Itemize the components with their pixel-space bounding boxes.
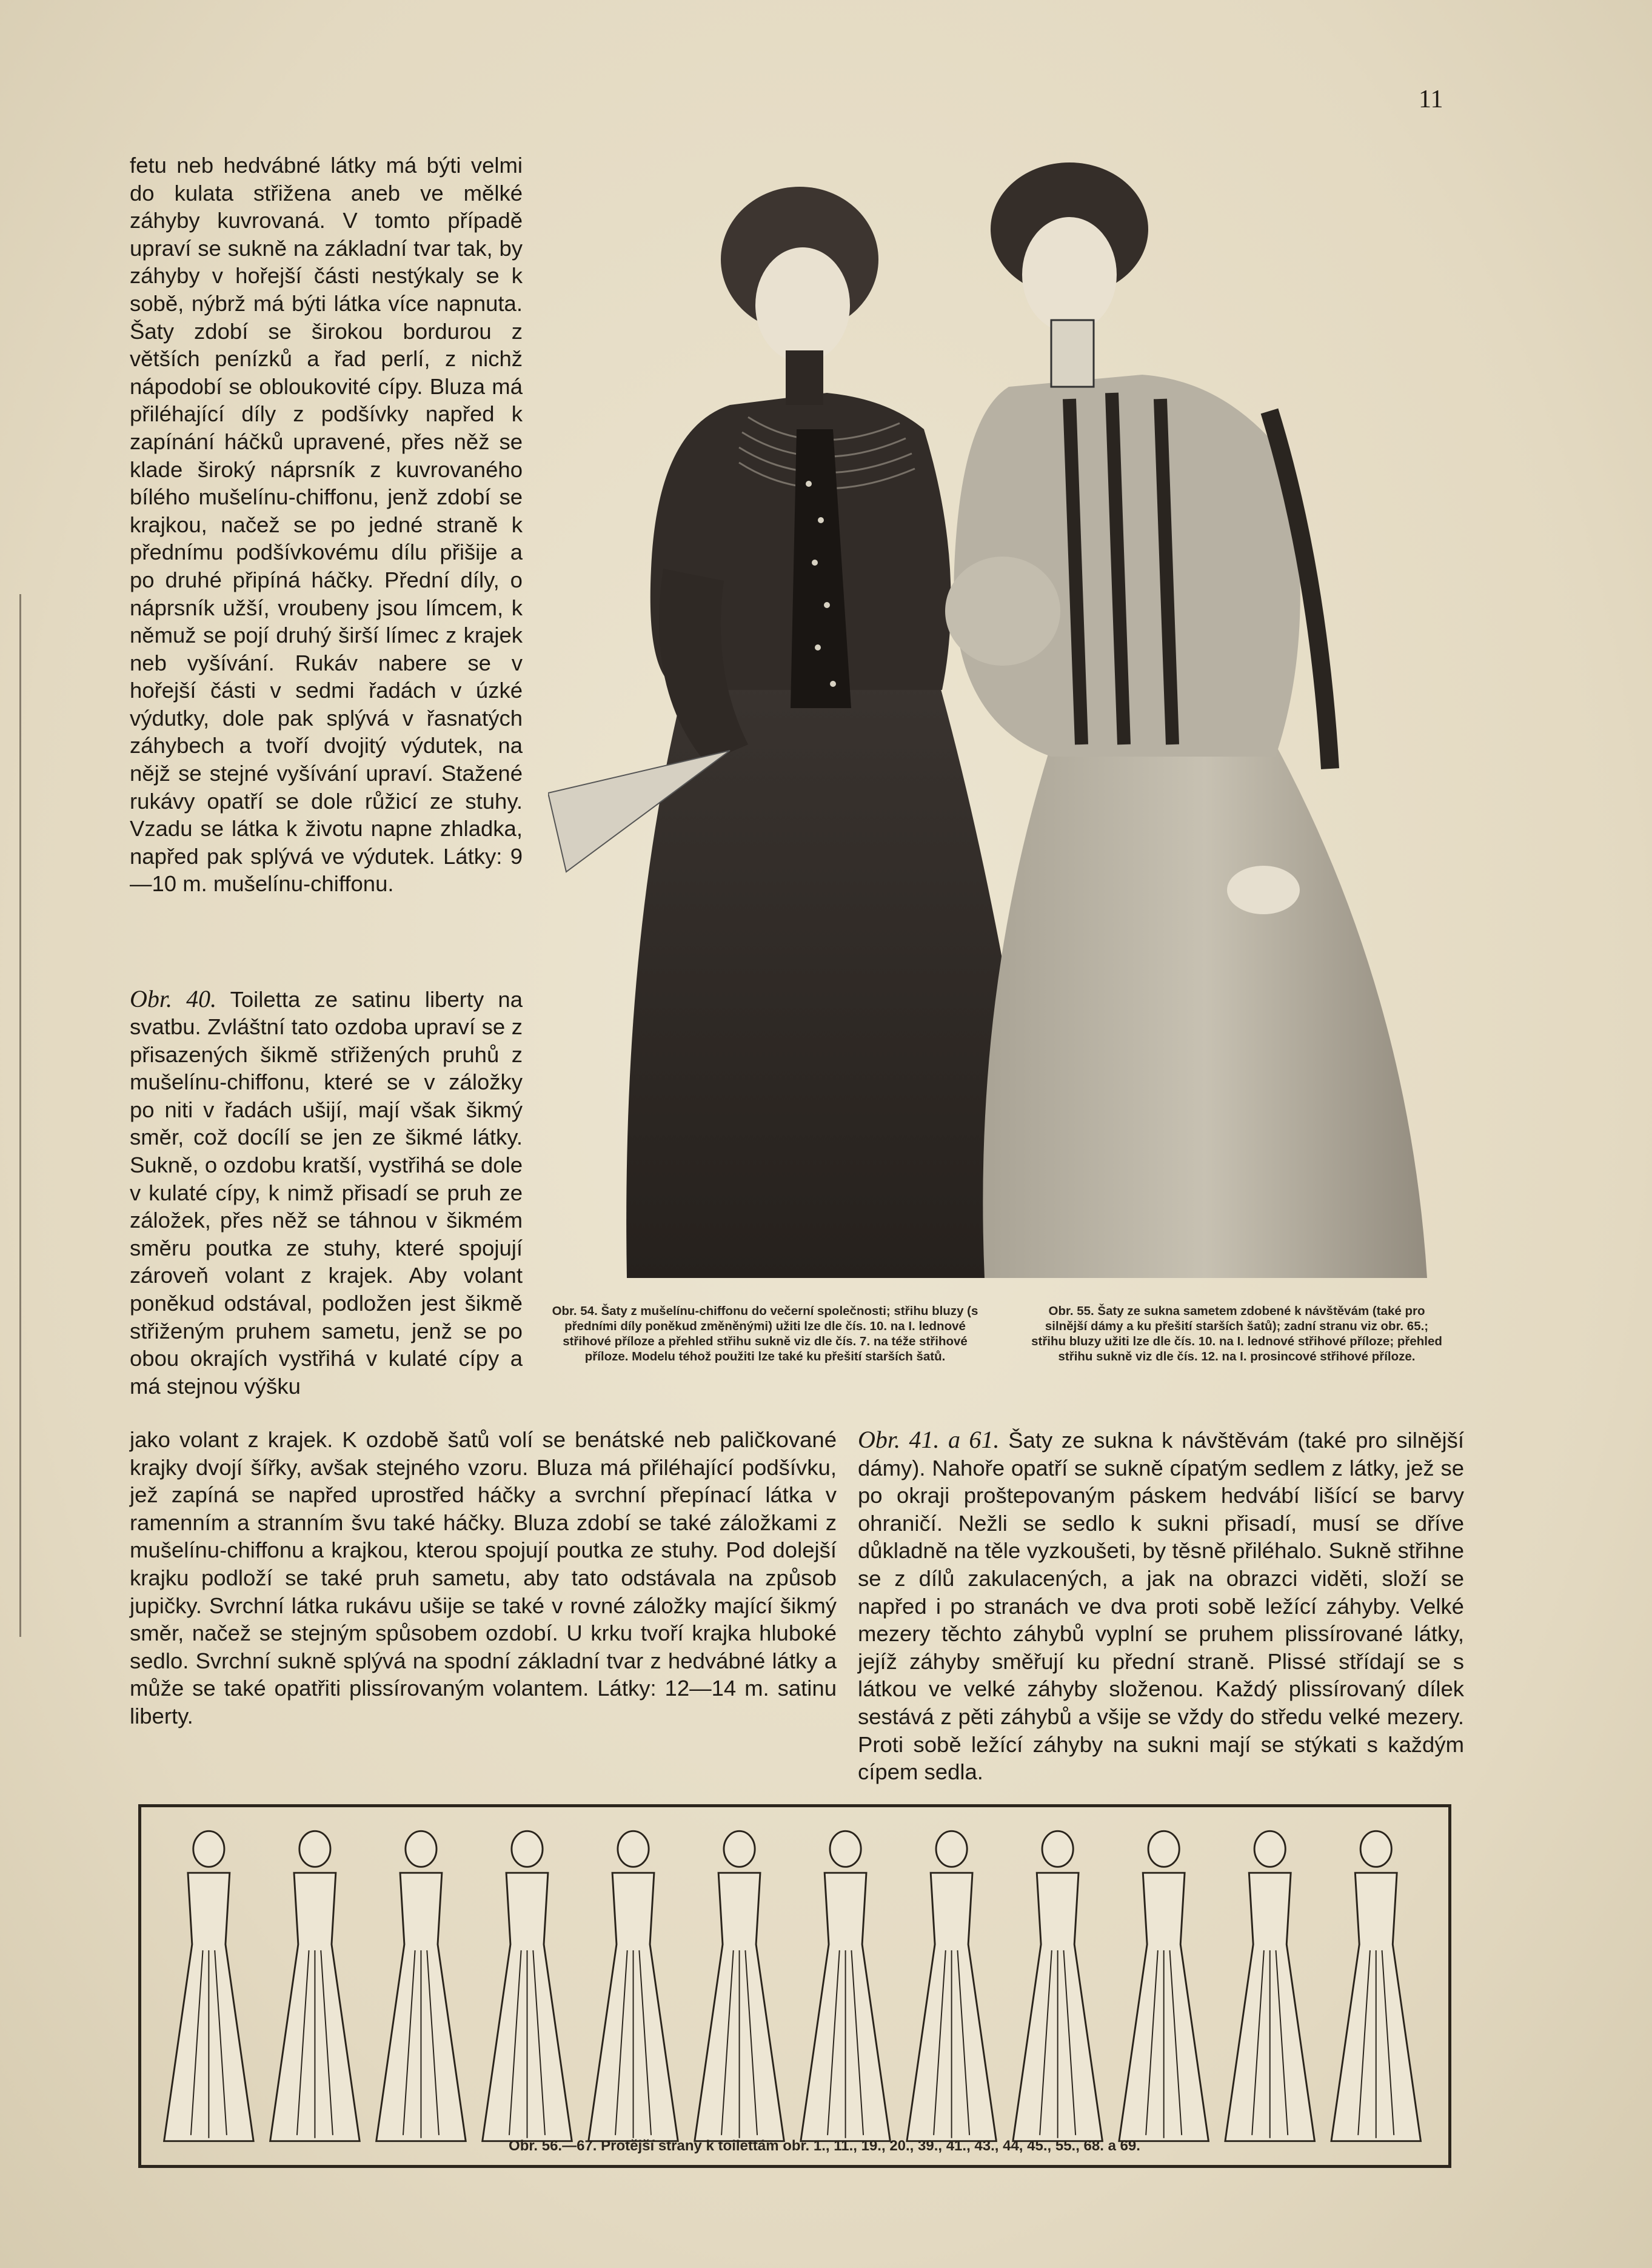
frieze-figure [695, 1831, 784, 2141]
bottom-right-column [858, 1426, 1464, 1786]
frieze-figure-head [618, 1831, 649, 1867]
frieze-figure [164, 1831, 254, 2141]
frieze-figure-head [193, 1831, 224, 1867]
left-figure-face [755, 247, 850, 363]
frieze-figure-head [936, 1831, 967, 1867]
paragraph-obr-40-text: Toiletta ze satinu liberty na svatbu. Zvláštní tato ozdoba upraví se z přisazených šikmě střižených pruhů z mušelínu-chiffonu, které se v záložky po niti v řadách ušijí, mají však šikmý směr, což docílí se jen ze šikmé látky. Sukně, o ozdobu kratší, vystřihá se dole v kulaté cípy, k nimž přisadí se pruh ze záložek, přes něž se táhnou v šikmém směru poutka ze stuhy, které spojují zároveň volant z krajek. Aby volant poněkud odstával, podložen jest šikmě střiženým pruhem sametu, jenž se po obou okrajích vystřihá v kulaté cípy a má stejnou výšku [130, 986, 523, 1399]
frieze-figure-head [299, 1831, 330, 1867]
left-column [130, 152, 523, 898]
left-column-wrap [130, 963, 523, 1422]
frieze-figure-head [1148, 1831, 1179, 1867]
page-number: 11 [1419, 85, 1443, 113]
frieze-figure-head [406, 1831, 436, 1867]
right-figure-puff-sleeve [945, 557, 1060, 666]
left-figure-collar [786, 350, 823, 405]
right-figure-collar [1051, 320, 1094, 387]
right-figure-face [1022, 217, 1117, 332]
caption-obr-56-67: Obr. 56.—67. Protější strany k toilettám obr. 1., 11., 19., 20., 39., 41., 43., 44, 45., 55., 68. a 69. [509, 2138, 1140, 2154]
bottom-left-column [130, 1426, 837, 1730]
frieze-figure [1013, 1831, 1103, 2141]
frieze-figure [801, 1831, 891, 2141]
frieze-figure [1119, 1831, 1209, 2141]
paragraph-obr-41-text: Šaty ze sukna k návštěvám (také pro silnější dámy). Nahoře opatří se sukně cípatým sedlem z látky, jež se po okraji proštepovaným páskem hedvábí lišící se barvy ohraničí. Nežli se sedlo k sukni přisadí, musí se dříve důkladně na těle vyzkoušeti, by těsně přiléhalo. Sukně střihne se z dílů zakulacených, a jak na obrazci viděti, složí se napřed i po stranách ve dva proti sobě ležící záhyby. Velké mezery těchto záhybů vyplní se pruhem plissírované látky, jejíž záhyby směřují ku přední straně. Plissé střídají se s látkou ve velké záhyby složenou. Každý plissírovaný dílek sestává z pěti záhybů a všije se vždy do středu velké mezery. Proti sobě ležící záhyby na sukni mají se stýkati s každým cípem sedla. [858, 1428, 1464, 1785]
frieze-figure [376, 1831, 466, 2141]
caption-obr-54: Obr. 54. Šaty z mušelínu-chiffonu do večerní společnosti; střihu bluzy (s předními díly poněkud změněnými) užiti lze dle čís. 10. na I. lednové střihové příloze a přehled střihu sukně viz dle čís. 7. na téže střihové příloze. Modelu téhož použiti lze také ku přešití starších šatů. [552, 1304, 978, 1363]
paragraph-bottom-left: jako volant z krajek. K ozdobě šatů volí se benátské neb paličkované krajky dvojí šířky, avšak stejného vzoru. Bluza má přiléhající podšívku, jež zapíná se napřed uprostřed háčky a svrchní přepínací látka v ramenním a stranním švu také háčky. Bluza zdobí se také záložkami z mušelínu-chiffonu a krajkou, kterou spojují poutka ze stuhy. Pod dolejší krajku podloží se také pruh sametu, aby tato odstávala na způsob jupičky. Svrchní látka rukávu ušije se také v rovné záložky mající šikmý směr, načež se stejným spůsobem ozdobí. U krku tvoří krajka hluboké sedlo. Svrchní sukně splývá na spodní základní tvar z hedvábné látky a může se také opatřiti plissírovaným volantem. Látky: 12—14 m. satinu liberty. [130, 1427, 837, 1728]
binding-edge [19, 594, 21, 1637]
caption-obr-55: Obr. 55. Šaty ze sukna sametem zdobené k návštěvám (také pro silnější dámy a ku přešití starších šatů); zadní stranu viz obr. 65.; střihu bluzy užiti lze dle čís. 10. na I. lednové střihové příloze; přehled střihu sukně viz dle čís. 12. na I. prosincové střihové příloze. [1031, 1304, 1442, 1363]
frieze-figure-head [724, 1831, 755, 1867]
frieze-figure-head [830, 1831, 861, 1867]
frieze-figure-head [512, 1831, 543, 1867]
fashion-frieze [138, 1804, 1451, 2168]
frieze-figure-head [1360, 1831, 1391, 1867]
frieze-figure-head [1042, 1831, 1073, 1867]
frieze-figure [589, 1831, 678, 2141]
paragraph-intro: fetu neb hedvábné látky má býti velmi do kulata střižena aneb ve mělké záhyby kuvrovaná. V tomto případě upraví se sukně na základní tvar tak, by záhyby v hořejší části nestýkaly se k sobě, nýbrž má býti látka více napnuta. Šaty zdobí se širokou bordurou z větších penízků a řad perlí, z nichž nápodobí se obloukovité cípy. Bluza má přiléhající díly z podšívky napřed k zapínání háčků upravené, přes něž se klade široký náprsník z kuvrovaného bílého mušelínu-chiffonu, jenž zdobí se krajkou, načež se po jedné straně k přednímu podšívkovému dílu přišije a po druhé připíná háčky. Přední díly, o náprsník užší, vroubeny jsou límcem, k němuž se pojí druhý širší límec z krajek neb vyšívání. Rukáv nabere se v hořejší části v sedmi řadách v úzké výdutky, dole pak splývá v řasnatých záhybech a tvoří dvojitý výdutek, na nějž se stejné vyšívání upraví. Stažené rukávy opatří se dole růžicí ze stuhy. Vzadu se látka k životu napne zhladka, napřed pak splývá ve výdutek. Látky: 9—10 m. mušelínu-chiffonu. [130, 153, 523, 897]
paragraph-obr-41 [858, 1426, 1464, 1786]
frieze-figure [907, 1831, 997, 2141]
fashion-illustration [548, 144, 1433, 1284]
frieze-figure [1331, 1831, 1421, 2141]
frieze-figure [270, 1831, 359, 2141]
right-figure-hand [1227, 866, 1300, 914]
frieze-figure [483, 1831, 572, 2141]
paragraph-obr-40 [130, 985, 523, 1400]
figure-ref-40: Obr. 40. [130, 985, 217, 1012]
frieze-figure [1225, 1831, 1315, 2141]
frieze-figure-head [1254, 1831, 1285, 1867]
right-figure-skirt [983, 744, 1427, 1278]
figure-ref-41: Obr. 41. a 61. [858, 1426, 1000, 1453]
